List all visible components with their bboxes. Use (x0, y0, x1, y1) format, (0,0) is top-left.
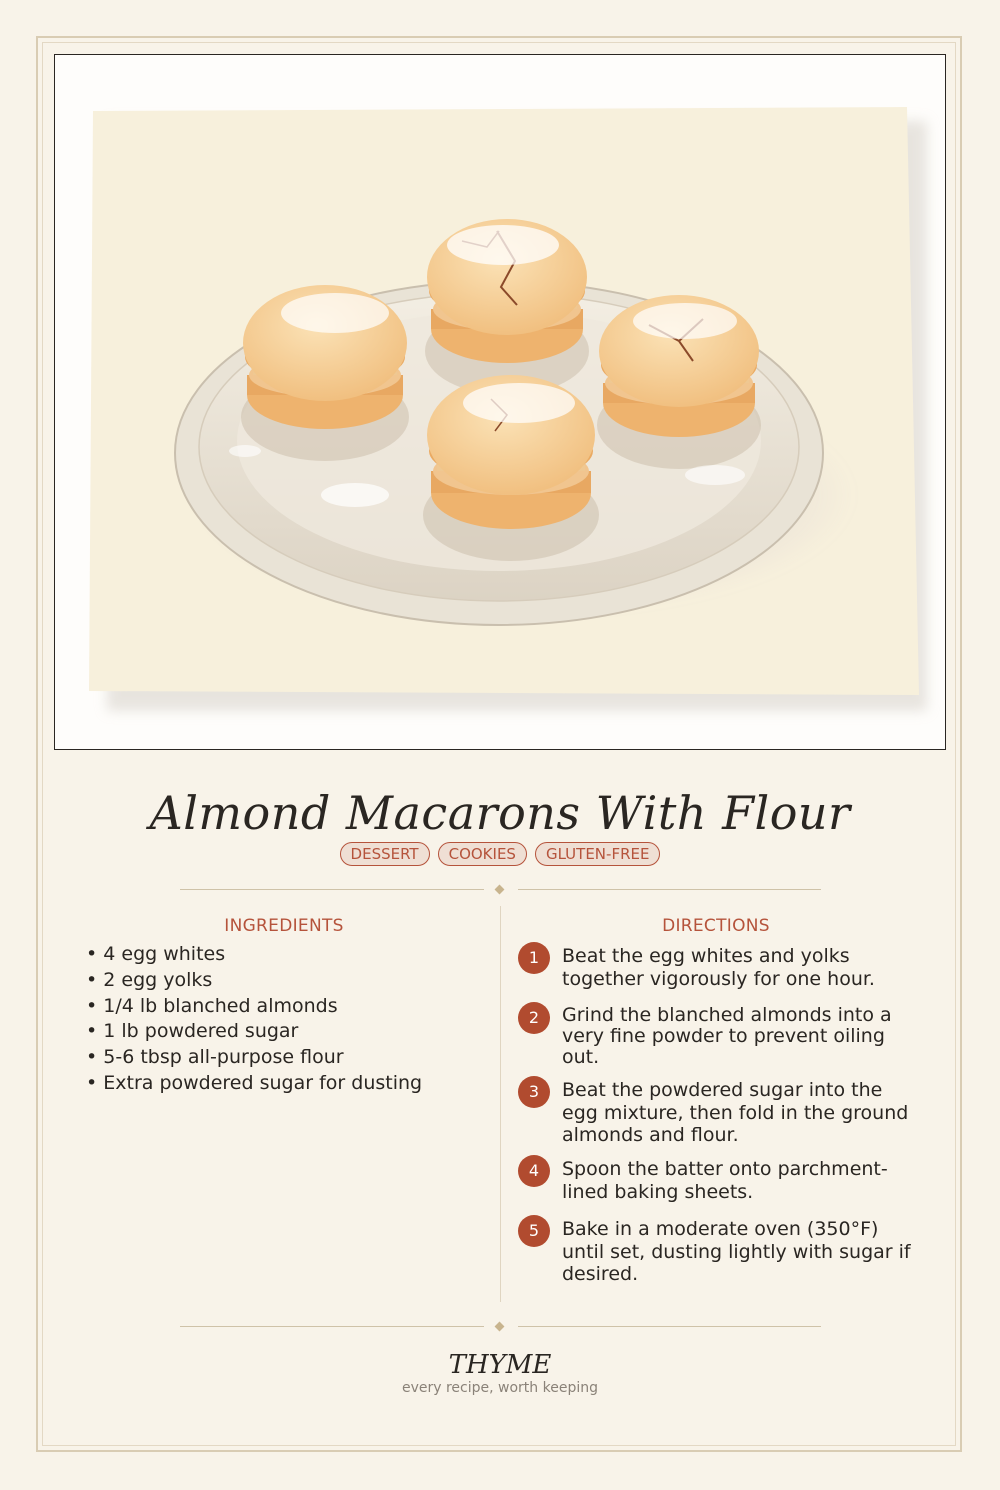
step-number-badge: 5 (518, 1215, 550, 1247)
ingredient-item: • 1 lb powdered sugar (86, 1019, 422, 1045)
step-text: Spoon the batter onto parchment-lined baking sheets. (562, 1158, 888, 1203)
ingredient-item: • 5-6 tbsp all-purpose flour (86, 1045, 422, 1071)
column-divider (500, 906, 501, 1302)
ingredient-item: • Extra powdered sugar for dusting (86, 1071, 422, 1097)
tag-list (0, 842, 1000, 866)
directions-heading: DIRECTIONS (662, 916, 770, 936)
recipe-title: Almond Macarons With Flour (149, 786, 851, 840)
ingredient-item: • 4 egg whites (86, 942, 422, 968)
macarons-illustration (55, 55, 946, 750)
step-text: Grind the blanched almonds into a very fine powder to prevent oiling out. (562, 1004, 892, 1068)
tag-gluten-free[interactable]: GLUTEN-FREE (535, 842, 661, 866)
step-number-badge: 4 (518, 1155, 550, 1187)
tag-dessert[interactable]: DESSERT (340, 842, 430, 866)
macaron-left (241, 285, 409, 461)
step-text: Beat the egg whites and yolks together vigorously for one hour. (562, 945, 875, 990)
ingredient-item: • 2 egg yolks (86, 968, 422, 994)
tag-cookies[interactable]: COOKIES (438, 842, 527, 866)
ingredient-item: • 1/4 lb blanched almonds (86, 994, 422, 1020)
divider-top-right (518, 889, 821, 890)
step-text: Beat the powdered sugar into the egg mixture, then fold in the ground almonds and flour. (562, 1079, 909, 1146)
divider-bottom-left (180, 1326, 484, 1327)
divider-bottom-right (518, 1326, 821, 1327)
macaron-back (425, 219, 589, 395)
step-number-badge: 3 (518, 1076, 550, 1108)
brand-logo: THYME (448, 1350, 552, 1380)
step-number-badge: 1 (518, 942, 550, 974)
recipe-illustration (54, 54, 946, 750)
step-number-badge: 2 (518, 1002, 550, 1034)
divider-top-left (180, 889, 484, 890)
step-text: Bake in a moderate oven (350°F) until set, dusting lightly with sugar if desired. (562, 1218, 911, 1285)
ingredients-heading: INGREDIENTS (224, 916, 344, 936)
macaron-right (597, 295, 761, 469)
ingredients-list (86, 942, 422, 1097)
macaron-front (423, 375, 599, 561)
brand-tagline: every recipe, worth keeping (401, 1380, 598, 1396)
